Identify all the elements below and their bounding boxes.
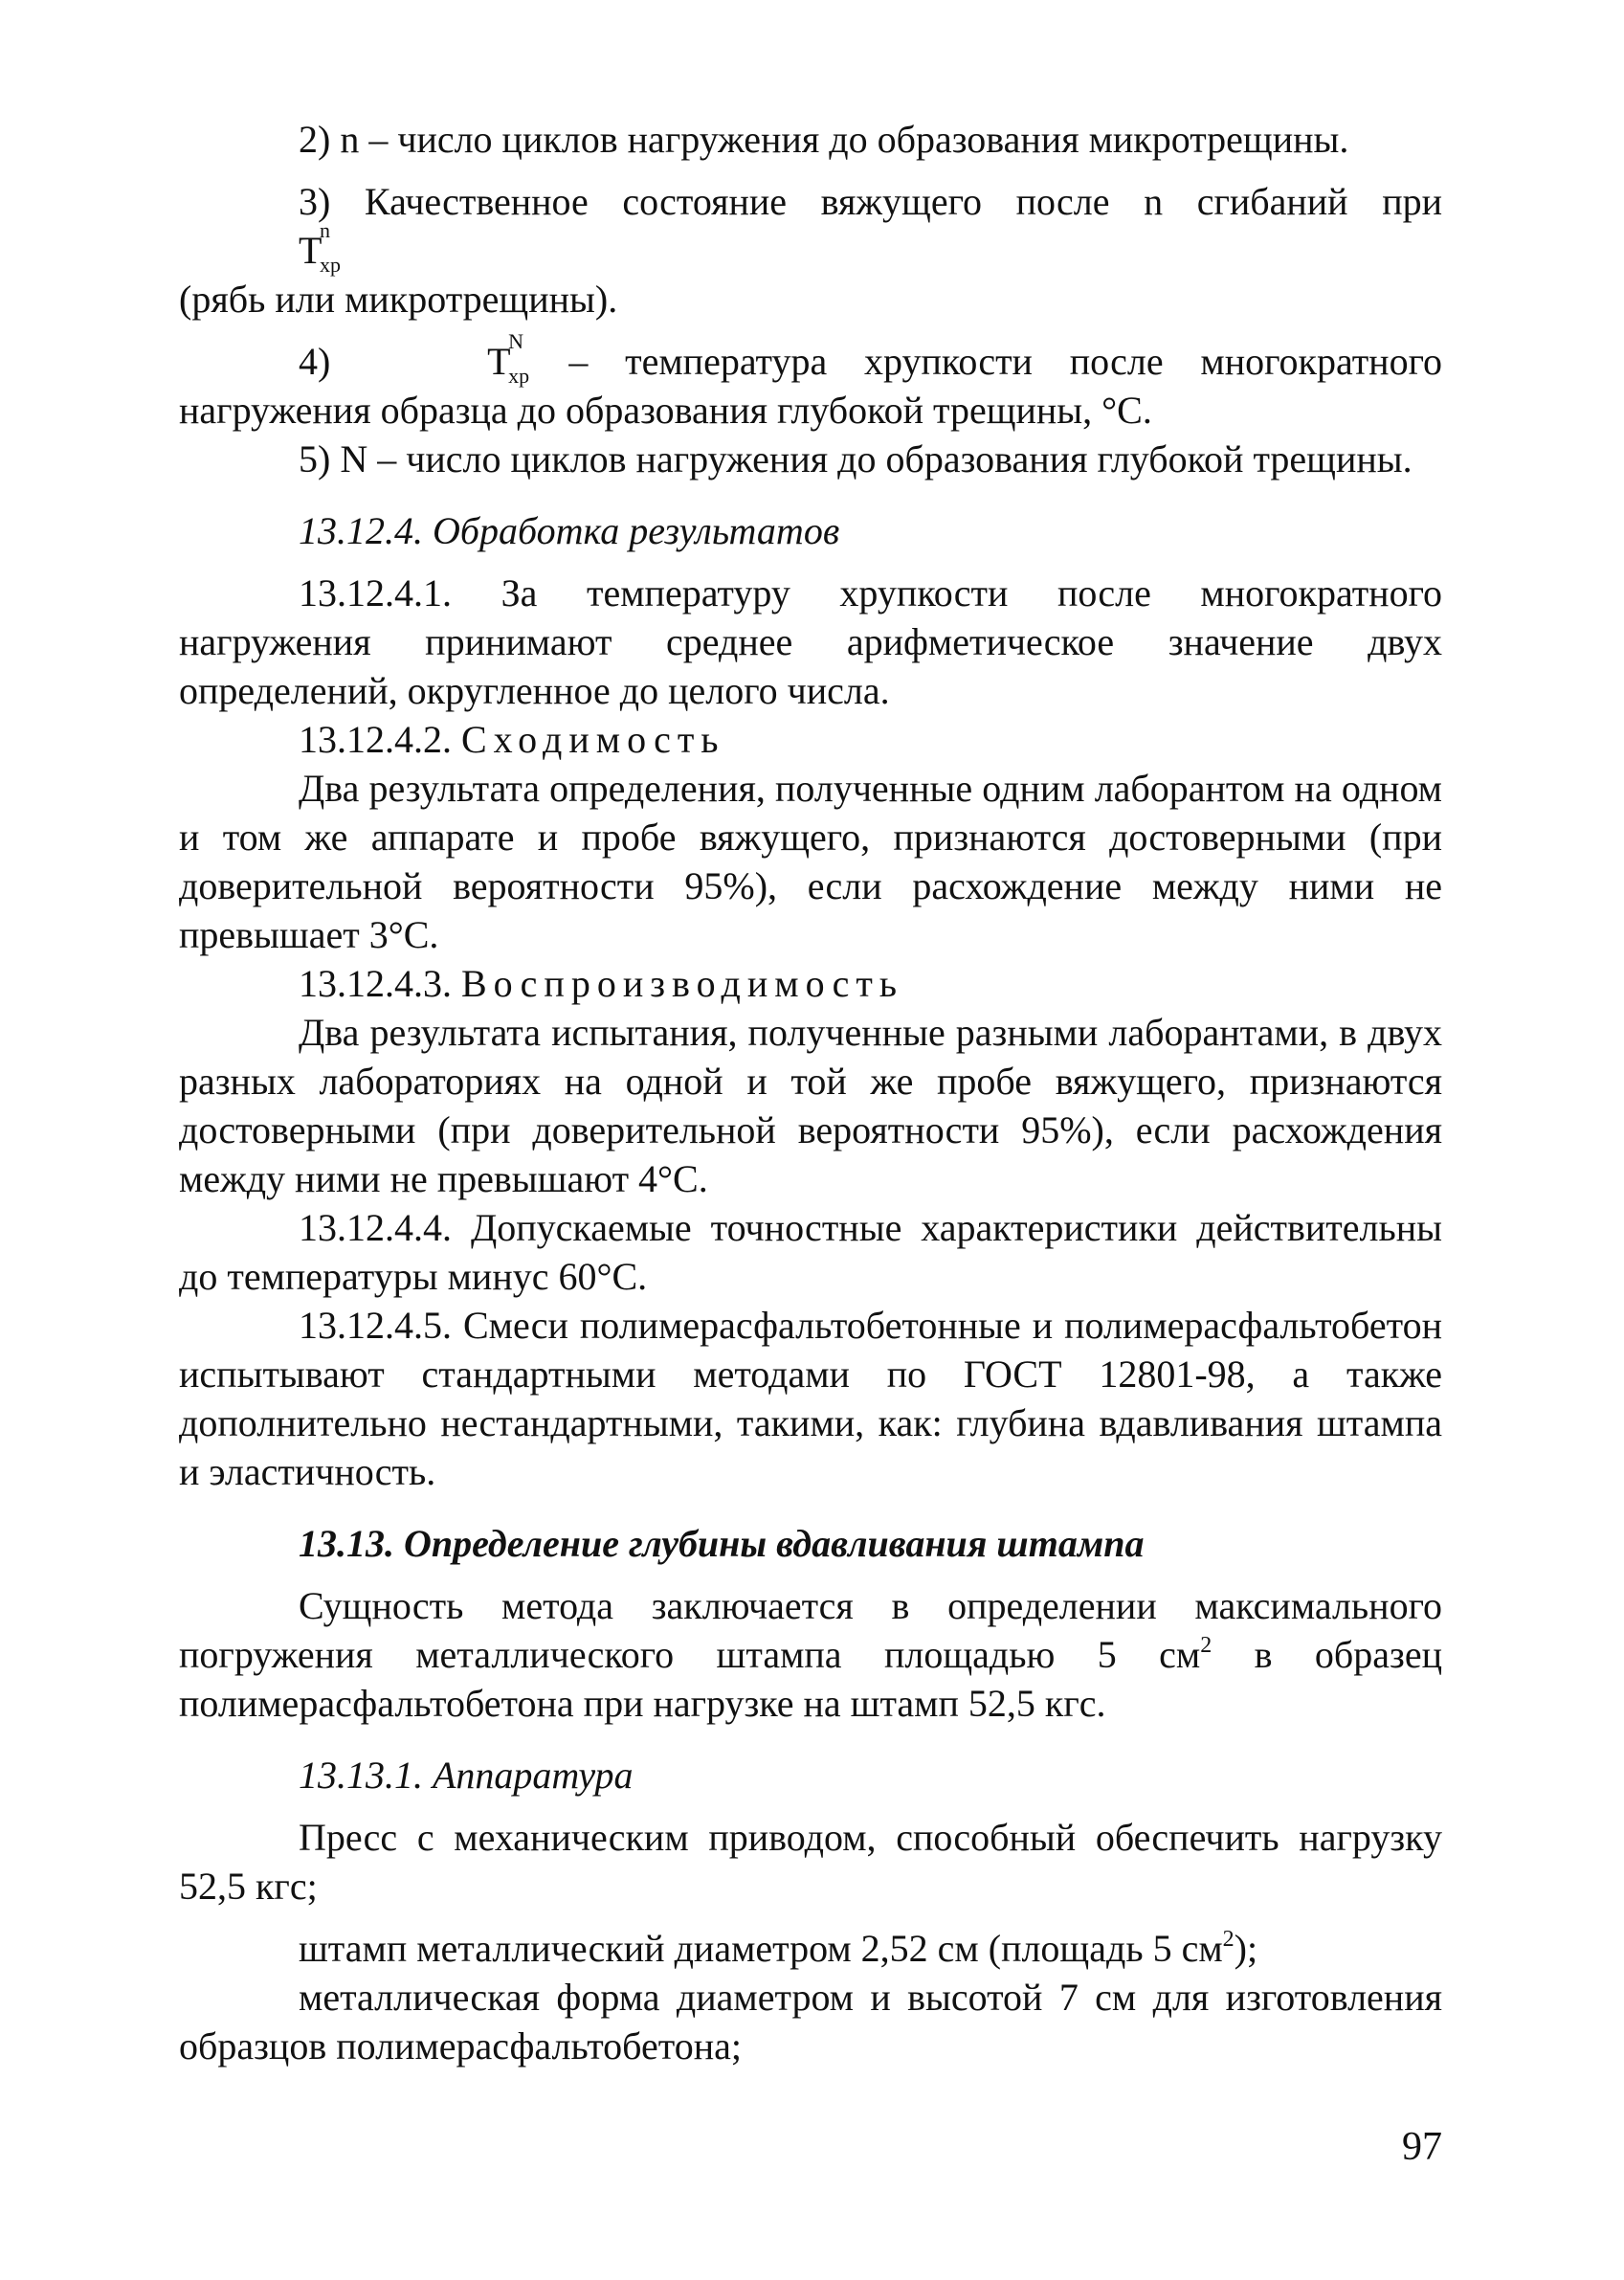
list-item-3-text: 3) Качественное состояние вяжущего после n сгибаний при	[299, 180, 1442, 223]
list-item-2: 2) n – число циклов нагружения до образования микротрещины.	[299, 118, 1349, 161]
paragraph-13-13-1-stamp: штамп металлический диаметром 2,52 см (площадь 5 $см^2$);	[299, 1927, 1258, 1970]
heading-13-13-1: 13.13.1. Аппаратура	[299, 1754, 634, 1797]
paragraph-13-13: Сущность метода заключается в определении максимального погружения металлического штампа площадью 5 $см^2$ в образец полимерасфальтобетона при нагрузке на штамп 52,5 кгс.	[179, 1584, 1442, 1725]
subheading-convergence: Сходимость	[461, 718, 725, 761]
list-item-3-cont: (рябь или микротрещины).	[179, 278, 618, 321]
paragraph-13-12-4-2: Два результата определения, полученные одним лаборантом на одном и том же аппарате и пробе вяжущего, признаются достоверными (при доверительной вероятности 95%), если расхождение между ними не превышает 3°С.	[179, 767, 1442, 956]
list-item-4-text: – температура хрупкости после многократного нагружения образца до образования глубокой трещины, °С.	[179, 340, 1442, 432]
paragraph-13-12-4-2-title: 13.12.4.2. Сходимость	[299, 718, 725, 761]
symbol-t-xp-n: T n хр	[299, 218, 341, 277]
heading-13-13: 13.13. Определение глубины вдавливания штампа	[299, 1522, 1145, 1565]
paragraph-13-12-4-3-title: 13.12.4.3. Воспроизводимость	[299, 962, 904, 1005]
page-number: 97	[1402, 2125, 1442, 2169]
list-item-3	[179, 177, 1442, 275]
subheading-reproducibility: Воспроизводимость	[461, 962, 904, 1005]
list-item-5: 5) N – число циклов нагружения до образования глубокой трещины.	[299, 437, 1413, 481]
heading-13-12-4: 13.12.4. Обработка результатов	[299, 509, 840, 552]
paragraph-13-12-4-1: 13.12.4.1. За температуру хрупкости после многократного нагружения принимают среднее арифметическое значение двух определений, округленное до целого числа.	[179, 571, 1442, 712]
paragraph-13-12-4-4: 13.12.4.4. Допускаемые точностные характеристики действительны до температуры минус 60°С.	[179, 1206, 1442, 1298]
list-item-4: 4) T N хр – температура хрупкости после многократного нагружения образца до образования глубокой трещины, °С.	[179, 329, 1442, 432]
paragraph-13-12-4-5: 13.12.4.5. Смеси полимерасфальтобетонные и полимерасфальтобетон испытывают стандартными методами по ГОСТ 12801-98, а также дополнительно нестандартными, такими, как: глубина вдавливания штампа и эластичность.	[179, 1304, 1442, 1493]
symbol-t-xp-N: T N хр	[487, 329, 530, 388]
paragraph-13-13-1-form: металлическая форма диаметром и высотой 7 см для изготовления образцов полимерасфальтобетона;	[179, 1976, 1442, 2068]
paragraph-13-12-4-3: Два результата испытания, полученные разными лаборантами, в двух разных лабораториях на одной и той же пробе вяжущего, признаются достоверными (при доверительной вероятности 95%), если расхождения между ними не превышают 4°С.	[179, 1011, 1442, 1200]
paragraph-13-13-1-press: Пресс с механическим приводом, способный обеспечить нагрузку 52,5 кгс;	[179, 1816, 1442, 1908]
